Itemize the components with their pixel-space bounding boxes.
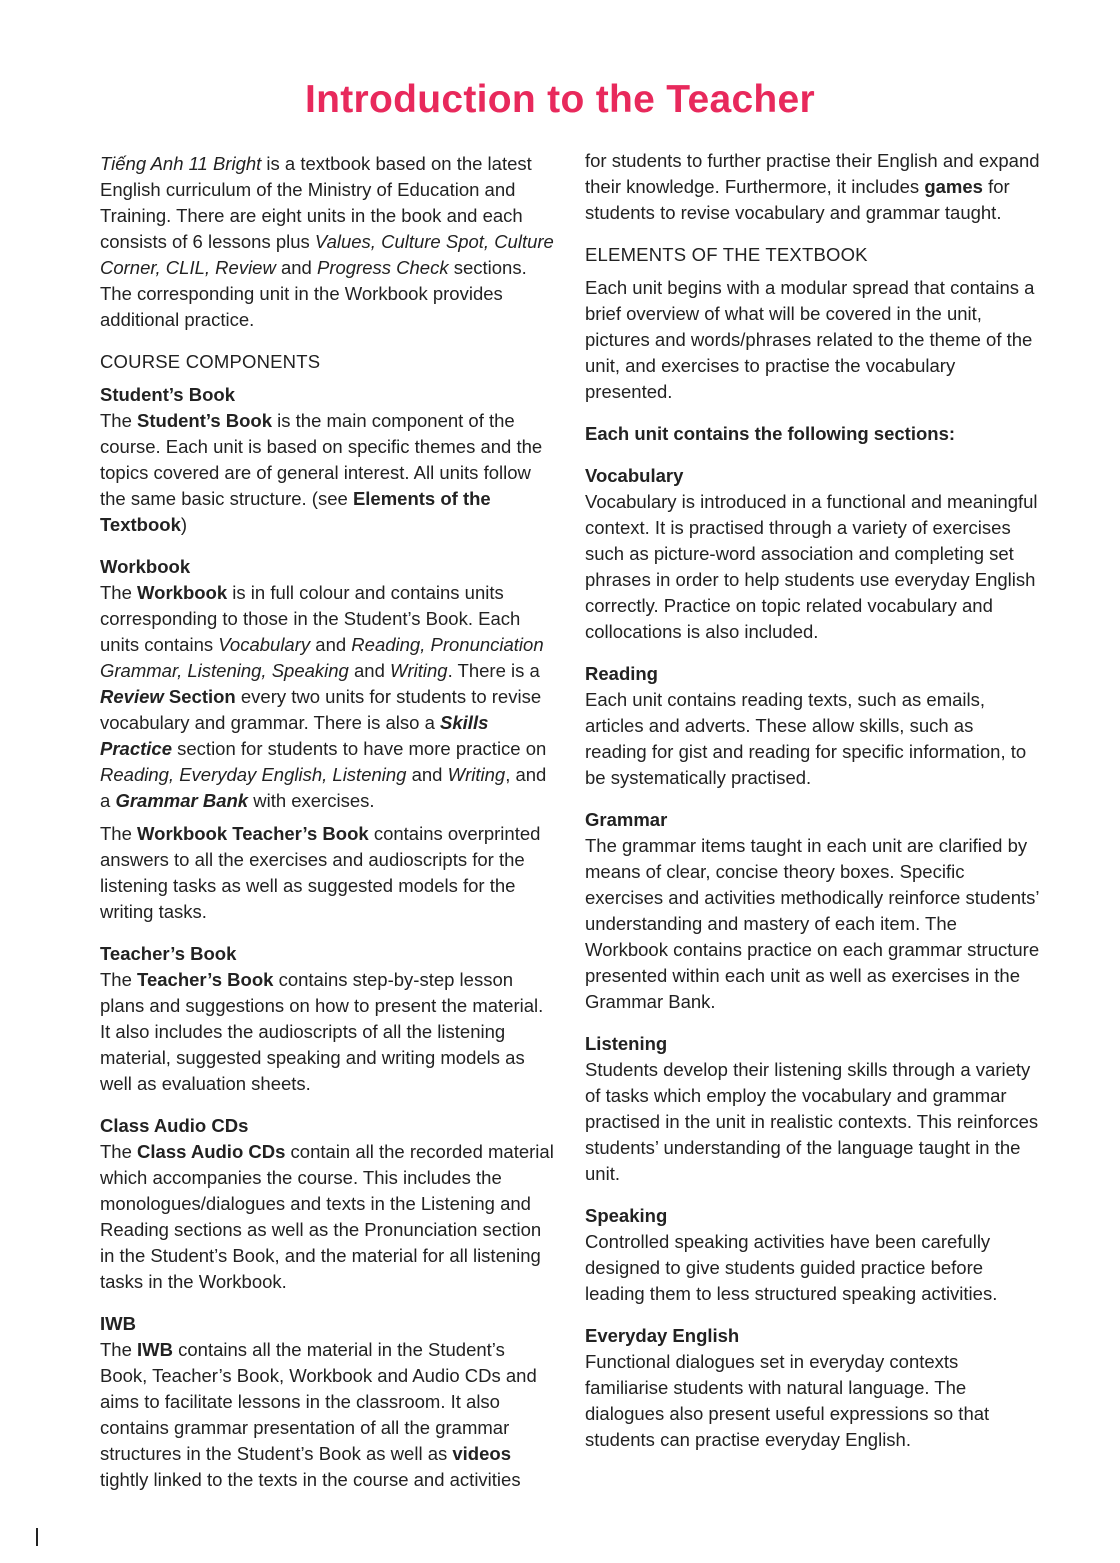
reading-paragraph: Each unit contains reading texts, such as emails, articles and adverts. These allow skills, such as reading for gist and reading for specific information, to be systematically practised. [585, 689, 1027, 788]
text-run: games [924, 176, 983, 197]
text-run: Class Audio CDs [137, 1141, 286, 1162]
iwb-continued-paragraph [585, 148, 1040, 226]
text-run: videos [452, 1443, 511, 1464]
text-run: Reading, Pronunciation Grammar, Listening, Speaking [100, 634, 544, 681]
course-components-heading: COURSE COMPONENTS [100, 351, 321, 372]
text-run: Skills Practice [100, 712, 489, 759]
text-run: Progress Check [316, 257, 449, 278]
text-run: Elements of the Textbook [100, 488, 491, 535]
page-title: Introduction to the Teacher [304, 78, 816, 121]
elements-heading: ELEMENTS OF THE TEXTBOOK [585, 244, 868, 265]
text-run: The [100, 969, 138, 990]
text-run: contains all the material in the Student’s Book, Teacher’s Book, Workbook and Audio CDs and aims to facilitate lessons in the classroom. It also contains grammar presentation of all the grammar structures in the Student’s Book as well as [100, 1339, 537, 1464]
text-run: and [310, 634, 352, 655]
speaking-paragraph: Controlled speaking activities have been carefully designed to give students guided practice before leading them to less structured speaking activities. [585, 1231, 998, 1304]
text-run: is in full colour and contains units corresponding to those in the Student’s Book. Each units contains [100, 582, 521, 655]
text-run: is the main component of the course. Each unit is based on specific themes and the topics covered are of general interest. All units follow the same basic structure. (see [100, 410, 543, 509]
class-audio-paragraph [100, 1139, 555, 1295]
text-run: Writing [390, 660, 448, 681]
elements-intro-paragraph: Each unit begins with a modular spread that contains a brief overview of what will be covered in the unit, pictures and words/phrases related to the theme of the unit, and exercises to practise the vocabulary presented. [585, 277, 1035, 402]
text-run: The [100, 1141, 138, 1162]
text-run: IWB [137, 1339, 173, 1360]
grammar-paragraph: The grammar items taught in each unit are clarified by means of clear, concise theory boxes. Specific exercises and activities methodically reinforce students’ understanding and mastery of each item. The Workbook contains practice on each grammar structure presented within each unit as well as exercises in the Grammar Bank. [585, 835, 1040, 1012]
page-number-marker [36, 1528, 38, 1546]
class-audio-heading: Class Audio CDs [100, 1115, 249, 1136]
text-run: and [275, 257, 317, 278]
text-run: sections. The corresponding unit in the Workbook provides additional practice. [100, 257, 527, 330]
left-column [100, 151, 555, 1493]
intro-paragraph [100, 151, 555, 333]
everyday-english-paragraph: Functional dialogues set in everyday contexts familiarise students with natural language. The dialogues also present useful expressions so that students can practise everyday English. [585, 1351, 990, 1450]
text-run: contain all the recorded material which accompanies the course. This includes the monologues/dialogues and texts in the Listening and Reading sections as well as the Pronunciation section in the Student’s Book, and the material for all listening tasks in the Workbook. [100, 1141, 554, 1292]
text-run: and [406, 764, 448, 785]
text-run: The [100, 410, 138, 431]
text-run: every two units for students to revise vocabulary and grammar. There is also a [100, 686, 542, 733]
speaking-heading: Speaking [585, 1205, 668, 1226]
vocabulary-paragraph: Vocabulary is introduced in a functional and meaningful context. It is practised through a variety of exercises such as picture-word association and completing set phrases in order to help students use everyday English correctly. Practice on topic related vocabulary and collocations is also included. [585, 491, 1038, 642]
workbook-teachers-book-paragraph [100, 821, 555, 925]
text-run: . There is a [447, 660, 540, 681]
text-run: , and a [100, 764, 547, 811]
vocabulary-heading: Vocabulary [585, 465, 684, 486]
text-run: contains overprinted answers to all the exercises and audioscripts for the listening tasks as well as suggested models for the writing tasks. [100, 823, 541, 922]
teachers-book-paragraph [100, 967, 555, 1097]
text-run: The [100, 823, 138, 844]
iwb-paragraph [100, 1337, 555, 1493]
text-run: Vocabulary [218, 634, 311, 655]
text-run: ) [180, 514, 188, 535]
sections-lead: Each unit contains the following sections: [585, 423, 956, 444]
text-run: Tiếng Anh 11 Bright [100, 153, 262, 174]
text-run: Teacher’s Book [137, 969, 274, 990]
text-run: section for students to have more practice on [172, 738, 547, 759]
text-run: Reading, Everyday English, Listening [100, 764, 407, 785]
listening-heading: Listening [585, 1033, 668, 1054]
text-run: Workbook Teacher’s Book [137, 823, 369, 844]
text-run: Review [100, 686, 164, 707]
text-run: tightly linked to the texts in the course and activities [100, 1469, 521, 1490]
text-run: Values, Culture Spot, Culture Corner, CLIL, Review [100, 231, 554, 278]
text-run: and [348, 660, 391, 681]
text-run: The [100, 582, 138, 603]
text-run: Writing [447, 764, 506, 785]
text-run: for students to further practise their English and expand their knowledge. Furthermore, it includes [585, 150, 1040, 197]
everyday-english-heading: Everyday English [585, 1325, 740, 1346]
grammar-heading: Grammar [585, 809, 668, 830]
text-run: Workbook [137, 582, 228, 603]
text-run: contains step-by-step lesson plans and suggestions on how to present the material. It also includes the audioscripts of all the listening material, suggested speaking and writing models as well as evaluation sheets. [100, 969, 544, 1094]
text-run: Student’s Book [137, 410, 273, 431]
text-run: is a textbook based on the latest English curriculum of the Ministry of Education and Training. There are eight units in the book and each consists of 6 lessons plus [100, 153, 532, 252]
listening-paragraph: Students develop their listening skills through a variety of tasks which employ the vocabulary and grammar practised in the unit in realistic contexts. This reinforces students’ understanding of the language taught in the unit. [585, 1059, 1039, 1184]
text-run: with exercises. [248, 790, 375, 811]
teachers-book-heading: Teacher’s Book [100, 943, 237, 964]
iwb-heading: IWB [100, 1313, 136, 1334]
right-column [585, 148, 1040, 1453]
text-run: for students to revise vocabulary and grammar taught. [585, 176, 1010, 223]
reading-heading: Reading [585, 663, 658, 684]
text-run: Section [163, 686, 236, 707]
students-book-heading: Student’s Book [100, 384, 235, 405]
workbook-paragraph [100, 580, 555, 814]
students-book-paragraph [100, 408, 555, 538]
workbook-heading: Workbook [100, 556, 191, 577]
text-run: The [100, 1339, 138, 1360]
text-run: Grammar Bank [115, 790, 249, 811]
